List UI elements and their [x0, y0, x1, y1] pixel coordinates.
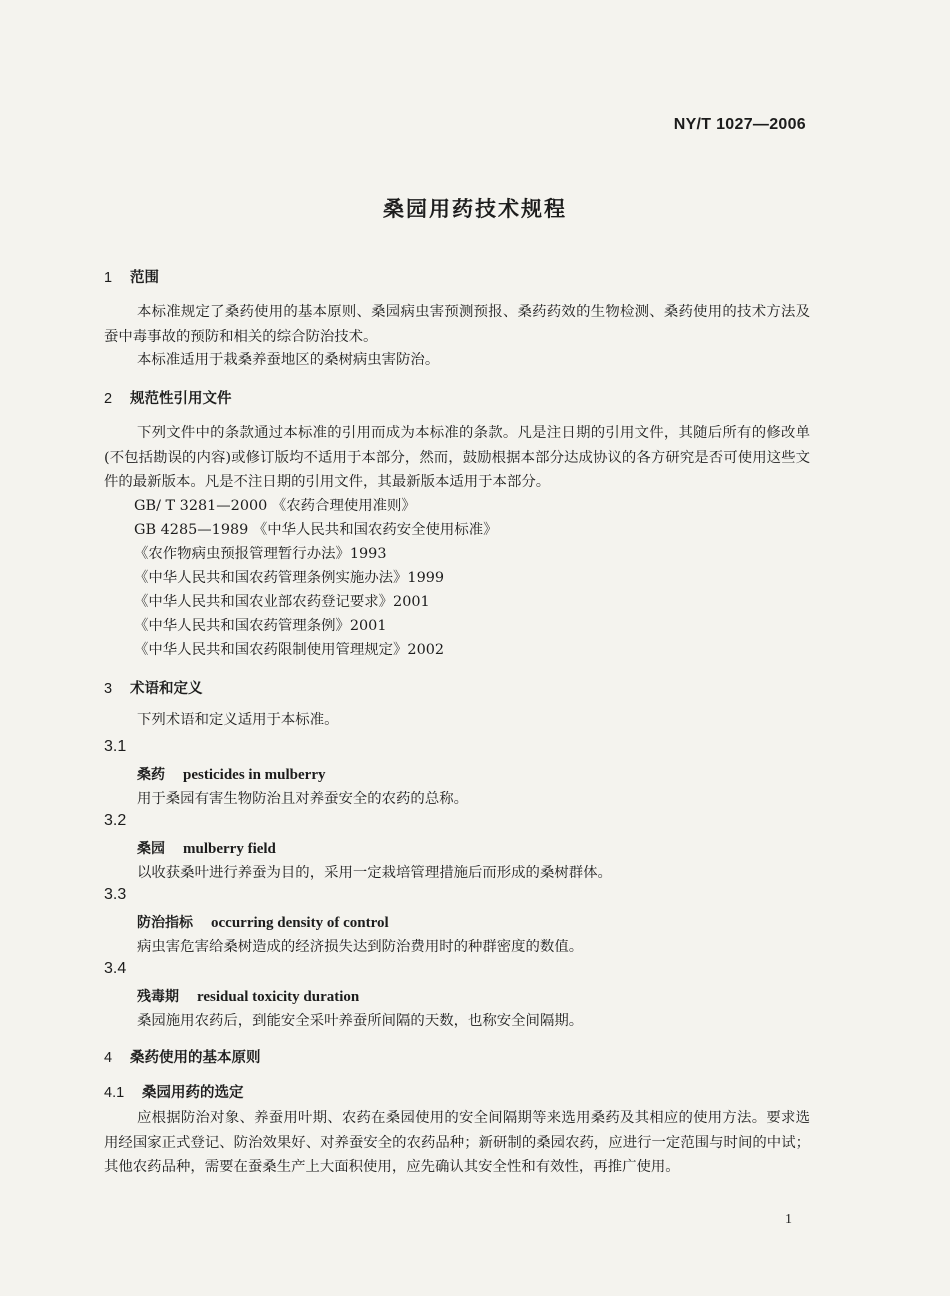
term-definition: 桑园施用农药后，到能安全采叶养蚕所间隔的天数，也称安全间隔期。 — [137, 1013, 584, 1029]
term-en: residual toxicity duration — [197, 989, 360, 1005]
section-number: 3 — [104, 681, 113, 697]
reference-item: GB/ T 3281—2000 《农药合理使用准则》 — [134, 498, 416, 514]
term-heading — [137, 912, 389, 932]
reference-item: GB 4285—1989 《中华人民共和国农药安全使用标准》 — [134, 522, 498, 538]
subsection-4-1-paragraph: 应根据防治对象、养蚕用叶期、农药在桑园使用的安全间隔期等来选用桑药及其相应的使用方法。要求选用经国家正式登记、防治效果好、对养蚕安全的农药品种；新研制的桑园农药，应进行一定范围与时间的中试；其他农药品种，需要在蚕桑生产上大面积使用，应先确认其安全性和有效性，再推广使用。 — [104, 1110, 810, 1175]
term-zh: 残毒期 — [137, 989, 179, 1005]
term-number: 3.3 — [104, 886, 127, 903]
section-title: 桑药使用的基本原则 — [130, 1050, 261, 1066]
section-4-heading — [104, 1046, 261, 1067]
reference-item: 《中华人民共和国农药管理条例实施办法》1999 — [134, 570, 445, 586]
term-heading — [137, 764, 326, 784]
term-zh: 桑园 — [137, 841, 165, 857]
section-title: 规范性引用文件 — [130, 391, 232, 407]
standard-code: NY/T 1027—2006 — [673, 116, 806, 133]
subsection-number: 4.1 — [104, 1085, 125, 1101]
term-en: pesticides in mulberry — [183, 767, 326, 783]
section-1-paragraph: 本标准规定了桑药使用的基本原则、桑园病虫害预测预报、桑药药效的生物检测、桑药使用的技术方法及蚕中毒事故的预防和相关的综合防治技术。 — [104, 304, 810, 345]
section-number: 1 — [104, 270, 113, 286]
section-2-heading — [104, 387, 232, 408]
section-3-intro: 下列术语和定义适用于本标准。 — [137, 712, 339, 728]
section-1-heading — [104, 266, 159, 287]
section-2-paragraph: 下列文件中的条款通过本标准的引用而成为本标准的条款。凡是注日期的引用文件，其随后所有的修改单(不包括勘误的内容)或修订版均不适用于本部分，然而，鼓励根据本部分达成协议的各方研究是否可使用这些文件的最新版本。凡是不注日期的引用文件，其最新版本适用于本部分。 — [104, 425, 810, 490]
section-1-paragraph: 本标准适用于栽桑养蚕地区的桑树病虫害防治。 — [137, 352, 440, 368]
term-number: 3.2 — [104, 812, 127, 829]
subsection-title: 桑园用药的选定 — [142, 1085, 244, 1101]
section-3-heading — [104, 677, 203, 698]
term-heading — [137, 838, 276, 858]
term-number: 3.1 — [104, 738, 127, 755]
term-heading — [137, 986, 359, 1006]
term-en: occurring density of control — [211, 915, 389, 931]
page-number: 1 — [785, 1212, 792, 1227]
term-definition: 以收获桑叶进行养蚕为目的，采用一定栽培管理措施后而形成的桑树群体。 — [137, 865, 612, 881]
section-title: 范围 — [130, 270, 159, 286]
term-definition: 病虫害危害给桑树造成的经济损失达到防治费用时的种群密度的数值。 — [137, 939, 584, 955]
term-zh: 桑药 — [137, 767, 165, 783]
term-definition: 用于桑园有害生物防治且对养蚕安全的农药的总称。 — [137, 791, 468, 807]
term-number: 3.4 — [104, 960, 127, 977]
document-title: 桑园用药技术规程 — [383, 197, 567, 221]
section-number: 2 — [104, 391, 113, 407]
section-title: 术语和定义 — [130, 681, 203, 697]
subsection-4-1-heading — [104, 1081, 244, 1102]
reference-item: 《中华人民共和国农业部农药登记要求》2001 — [134, 594, 430, 610]
term-zh: 防治指标 — [137, 915, 193, 931]
reference-item: 《农作物病虫预报管理暂行办法》1993 — [134, 546, 387, 562]
term-en: mulberry field — [183, 841, 276, 857]
section-number: 4 — [104, 1050, 113, 1066]
reference-item: 《中华人民共和国农药限制使用管理规定》2002 — [134, 642, 445, 658]
reference-item: 《中华人民共和国农药管理条例》2001 — [134, 618, 387, 634]
